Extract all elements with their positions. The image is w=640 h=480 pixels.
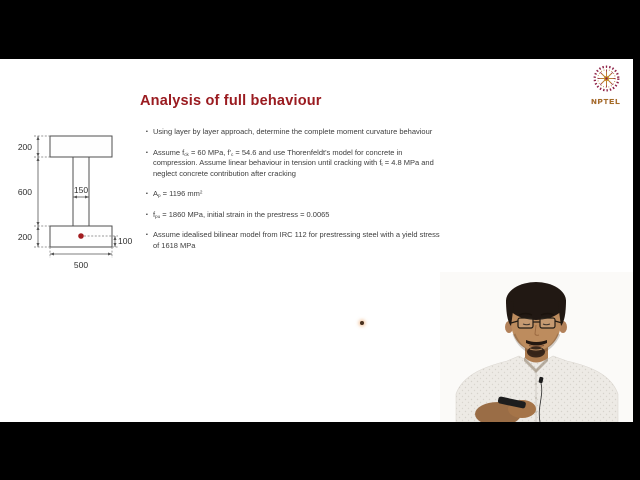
bullet-text: ▪ Assume idealised bilinear model from IRC 112 for prestressing steel with a yield stress of 1618 MPa	[152, 230, 440, 250]
bullet-item	[146, 148, 442, 180]
beam-cross-section-diagram	[8, 126, 138, 274]
letterbox-right-bar	[633, 0, 640, 480]
dim-tendon-offset: 100	[118, 236, 133, 246]
dim-web-width: 150	[73, 185, 89, 195]
pointer-dot	[360, 321, 364, 325]
slide-title: Analysis of full behaviour	[140, 93, 322, 109]
bullet-item	[146, 210, 442, 221]
dim-web-depth: 600	[17, 187, 32, 197]
bullet-item	[146, 230, 442, 251]
bullet-text: ▪ Assume $f_{ck} = 60$ MPa, $f'_c = 54.6$ and use Thorenfeldt's model for concrete in compression. Assume linear behaviour in tension until cracking with $f_t = 4.8$ MPa and neglect concrete contribution after cracking	[152, 147, 434, 178]
letterbox-bottom-bar	[0, 422, 640, 480]
bullet-item	[146, 189, 442, 200]
nptel-logo	[576, 61, 636, 113]
dim-top-flange-depth: 200	[17, 142, 32, 152]
bullet-text: ▪ Using layer by layer approach, determine the complete moment curvature behaviour	[152, 127, 433, 136]
tendon-dot	[78, 233, 84, 239]
bullet-list	[146, 127, 442, 261]
bullet-text: ▪ $f_{pu} = 1860$ MPa, initial strain in the prestress = 0.0065	[152, 209, 330, 219]
bullet-item	[146, 127, 442, 138]
nptel-emblem-icon	[588, 61, 625, 96]
nptel-logo-text: NPTEL	[591, 97, 621, 106]
letterbox-top-bar	[0, 0, 640, 59]
bullet-text: ▪ $A_p = 1196$ $mm^2$	[152, 189, 203, 198]
presenter-photo	[440, 272, 633, 422]
dim-bottom-flange-depth: 200	[17, 232, 32, 242]
dim-flange-width: 500	[73, 260, 89, 270]
